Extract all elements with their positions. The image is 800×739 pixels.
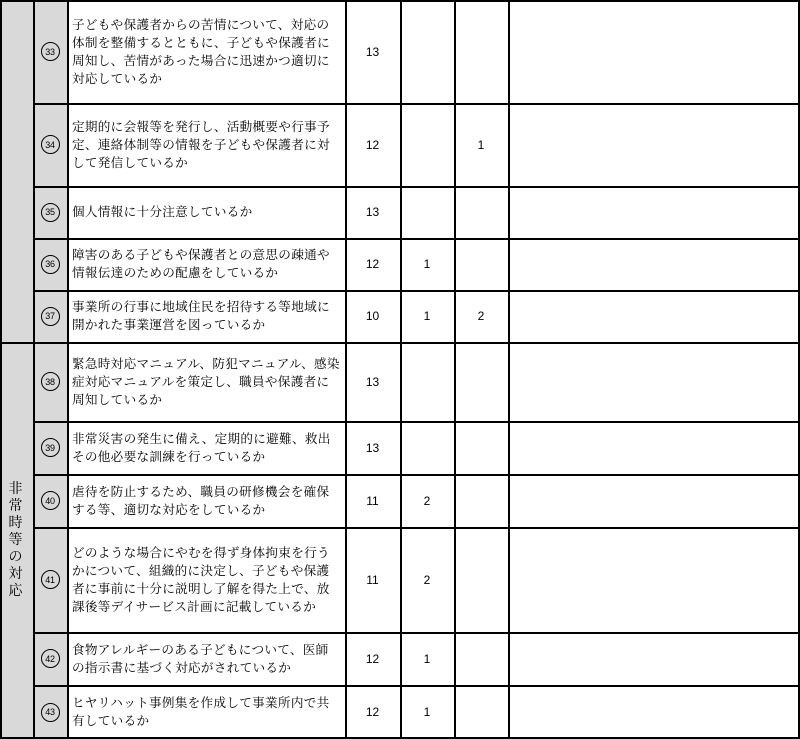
circled-number: 38: [41, 372, 60, 391]
question-text: [67, 527, 345, 632]
question-label: 個人情報に十分注意しているか: [72, 204, 253, 219]
circled-number: 43: [41, 703, 60, 722]
question-text: [67, 290, 345, 342]
question-text: [67, 186, 345, 238]
grid-line: [33, 0, 35, 739]
answer-count-1: 12: [365, 705, 380, 719]
answer-count-3: 1: [477, 137, 485, 152]
grid-line: [33, 474, 800, 476]
answer-count-2: [400, 103, 454, 186]
row-number: [33, 474, 67, 527]
answer-count-2: 1: [423, 309, 431, 323]
note-cell: [508, 421, 800, 474]
answer-count-3: [454, 685, 508, 739]
question-label: どのような場合にやむを得ず身体拘束を行うかについて、組織的に決定し、子どもや保護者に事前に十分に説明し了解を得た上で、放課後等デイサービス計画に記載しているか: [72, 544, 330, 614]
answer-count-1: 13: [365, 374, 380, 389]
grid-line: [33, 290, 800, 292]
grid-line: [33, 186, 800, 188]
circled-number: 33: [41, 42, 60, 61]
question-label: 非常災害の発生に備え、定期的に避難、救出その他必要な訓練を行っているか: [72, 430, 331, 464]
row-number: [33, 342, 67, 421]
row-number: [33, 685, 67, 739]
answer-count-2: [400, 421, 454, 474]
question-text: [67, 342, 345, 421]
question-text: [67, 474, 345, 527]
grid-line: [508, 0, 510, 739]
question-text: [67, 0, 345, 103]
question-label: 定期的に会報等を発行し、活動概要や行事予定、連絡体制等の情報を子どもや保護者に対して発信しているか: [72, 118, 330, 170]
answer-count-3: [454, 186, 508, 238]
grid-line: [33, 421, 800, 423]
answer-count-1: 12: [365, 651, 380, 666]
grid-line: [400, 0, 402, 739]
question-label: 子どもや保護者からの苦情について、対応の体制を整備するとともに、子どもや保護者に周知し、苦情があった場合に迅速かつ適切に対応しているか: [72, 16, 330, 86]
row-number: [33, 186, 67, 238]
question-text: [67, 238, 345, 290]
answer-count-3: 2: [477, 309, 485, 323]
grid-line: [33, 685, 800, 687]
answer-count-2: [400, 342, 454, 421]
answer-count-3: [454, 527, 508, 632]
answer-count-3: [454, 0, 508, 103]
answer-count-1: 13: [365, 44, 380, 59]
row-number: [33, 238, 67, 290]
question-text: [67, 103, 345, 186]
answer-count-3: [454, 421, 508, 474]
row-number: [33, 421, 67, 474]
answer-count-2: 2: [423, 572, 431, 587]
answer-count-1: 13: [365, 440, 380, 455]
row-number: [33, 632, 67, 685]
answer-count-2: 2: [423, 493, 431, 508]
circled-number: 35: [41, 203, 60, 222]
circled-number: 40: [41, 491, 60, 510]
question-label: 障害のある子どもや保護者との意思の疎通や情報伝達のための配慮をしているか: [72, 247, 330, 280]
answer-count-2: [400, 186, 454, 238]
circled-number: 36: [41, 255, 60, 274]
answer-count-3: [454, 474, 508, 527]
row-number: [33, 0, 67, 103]
answer-count-2: 1: [423, 705, 431, 719]
question-label: 虐待を防止するため、職員の研修機会を確保する等、適切な対応をしているか: [72, 483, 330, 517]
answer-count-3: [454, 632, 508, 685]
question-label: 緊急時対応マニュアル、防犯マニュアル、感染症対応マニュアルを策定し、職員や保護者に周知しているか: [72, 355, 340, 407]
row-number: [33, 527, 67, 632]
answer-count-1: 12: [365, 137, 380, 152]
answer-count-2: [400, 0, 454, 103]
answer-count-1: 10: [365, 309, 380, 323]
question-label: 事業所の行事に地域住民を招待する等地域に開かれた事業運営を図っているか: [72, 299, 330, 332]
grid-line: [33, 632, 800, 634]
category-label: 非 常 時 等 の 対 応: [8, 481, 23, 599]
grid-line: [0, 0, 2, 739]
note-cell: [508, 103, 800, 186]
circled-number: 37: [41, 307, 60, 326]
row-number: [33, 103, 67, 186]
answer-count-1: 13: [365, 205, 380, 219]
circled-number: 41: [41, 570, 60, 589]
question-label: 食物アレルギーのある子どもについて、医師の指示書に基づく対応がされているか: [72, 641, 329, 675]
note-cell: [508, 342, 800, 421]
note-cell: [508, 238, 800, 290]
category-cell-emergency: [0, 342, 33, 739]
grid-line: [0, 0, 800, 2]
circled-number: 39: [41, 438, 60, 457]
note-cell: [508, 685, 800, 739]
row-number: [33, 290, 67, 342]
category-cell-upper: [0, 0, 33, 342]
answer-count-3: [454, 238, 508, 290]
grid-line: [345, 0, 347, 739]
grid-line: [33, 238, 800, 240]
grid-line: [454, 0, 456, 739]
circled-number: 42: [41, 649, 60, 668]
answer-count-1: 11: [366, 572, 379, 587]
note-cell: [508, 474, 800, 527]
answer-count-1: 12: [365, 257, 380, 271]
question-label: ヒヤリハット事例集を作成して事業所内で共有しているか: [72, 695, 330, 728]
question-text: [67, 685, 345, 739]
grid-line: [67, 0, 69, 739]
answer-count-1: 11: [366, 493, 379, 508]
answer-count-2: 1: [423, 257, 431, 271]
note-cell: [508, 527, 800, 632]
grid-line: [0, 342, 800, 344]
question-text: [67, 632, 345, 685]
answer-count-3: [454, 342, 508, 421]
question-text: [67, 421, 345, 474]
answer-count-2: 1: [423, 651, 431, 666]
grid-line: [33, 103, 800, 105]
note-cell: [508, 290, 800, 342]
note-cell: [508, 632, 800, 685]
note-cell: [508, 0, 800, 103]
circled-number: 34: [41, 135, 60, 154]
note-cell: [508, 186, 800, 238]
grid-line: [33, 527, 800, 529]
